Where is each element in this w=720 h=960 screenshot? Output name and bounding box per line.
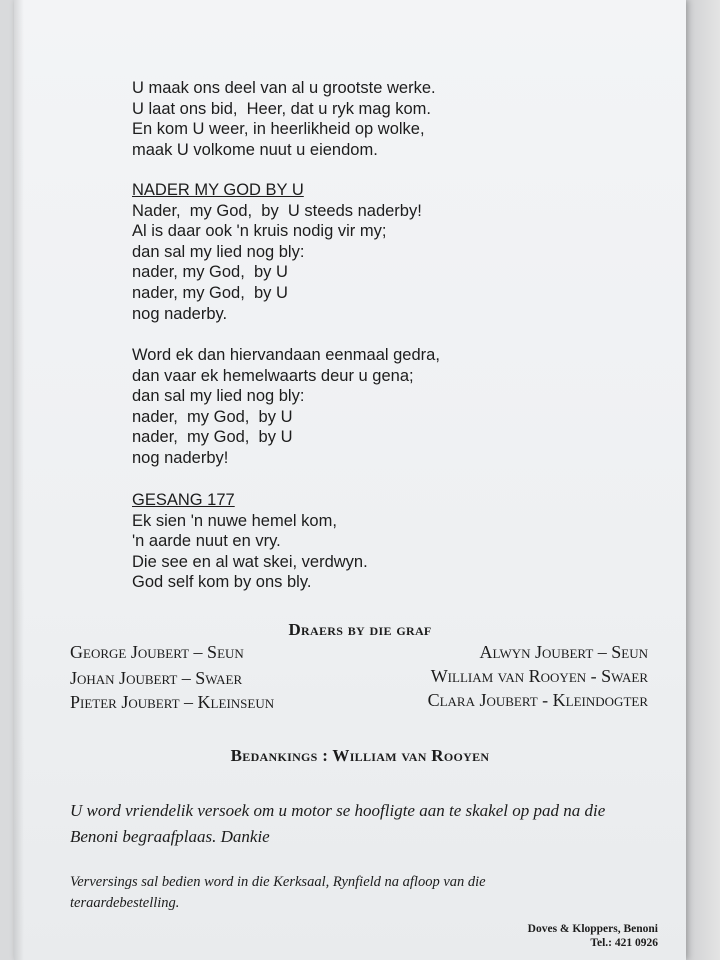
verse-line: nader, my God, by U — [132, 407, 293, 426]
bearer-name: Clara Joubert - Kleindogter — [427, 690, 648, 710]
gesang-heading: GESANG 177 — [132, 491, 235, 509]
bearer-name: Alwyn Joubert – Seun — [479, 642, 648, 662]
verse-line: nader, my God, by U — [132, 283, 288, 302]
headlights-notice — [70, 798, 660, 850]
hymn-verse — [132, 78, 436, 160]
page-edge-shadow — [686, 0, 720, 960]
nader-section — [132, 180, 422, 324]
printer-tel: Tel.: 421 0926 — [590, 937, 658, 949]
verse-line: nader, my God, by U — [132, 263, 288, 282]
verse-line: God self kom by ons bly. — [132, 573, 312, 592]
verse-line: Al is daar ook 'n kruis nodig vir my; — [132, 222, 387, 241]
bearer-name: William van Rooyen - Swaer — [430, 666, 648, 686]
bedankings-line: Bedankings : William van Rooyen — [230, 746, 490, 765]
bearer-name: George Joubert – Seun — [70, 642, 244, 662]
verse-line: maak U volkome nuut u eiendom. — [132, 140, 378, 159]
nader-heading: NADER MY GOD BY U — [132, 181, 304, 199]
draers-title: Draers by die graf — [288, 620, 432, 639]
printer-name: Doves & Kloppers, Benoni — [527, 923, 658, 935]
printer-credit — [528, 922, 658, 950]
gesang-section — [132, 490, 368, 593]
notice-line: teraardebestelling. — [70, 895, 180, 911]
verse-line: nog naderby! — [132, 448, 229, 467]
verse-line: dan sal my lied nog bly: — [132, 242, 305, 261]
verse-line: En kom U weer, in heerlikheid op wolke, — [132, 120, 425, 139]
verse-line: Die see en al wat skei, verdwyn. — [132, 552, 368, 571]
bearer-name: Johan Joubert – Swaer — [70, 668, 243, 688]
notice-line: Verversings sal bedien word in die Kerksaal, Rynfield na afloop van die — [70, 874, 486, 890]
notice-line: Benoni begraafplaas. Dankie — [70, 827, 270, 846]
verse-line: U laat ons bid, Heer, dat u ryk mag kom. — [132, 99, 431, 118]
verse-line: dan vaar ek hemelwaarts deur u gena; — [132, 366, 414, 385]
notice-line: U word vriendelik versoek om u motor se hoofligte aan te skakel op pad na die — [70, 801, 606, 820]
nader-verse-2 — [132, 345, 440, 469]
page-fold — [14, 0, 24, 960]
bearer-name: Pieter Joubert – Kleinseun — [70, 692, 275, 712]
verse-line: U maak ons deel van al u grootste werke. — [132, 79, 436, 97]
verse-line: 'n aarde nuut en vry. — [132, 532, 281, 551]
refreshments-notice — [70, 872, 660, 914]
verse-line: dan sal my lied nog bly: — [132, 387, 305, 406]
verse-line: nader, my God, by U — [132, 428, 293, 447]
verse-line: Word ek dan hiervandaan eenmaal gedra, — [132, 346, 440, 364]
verse-line: Ek sien 'n nuwe hemel kom, — [132, 511, 337, 530]
verse-line: nog naderby. — [132, 304, 228, 323]
verse-line: Nader, my God, by U steeds naderby! — [132, 201, 422, 220]
